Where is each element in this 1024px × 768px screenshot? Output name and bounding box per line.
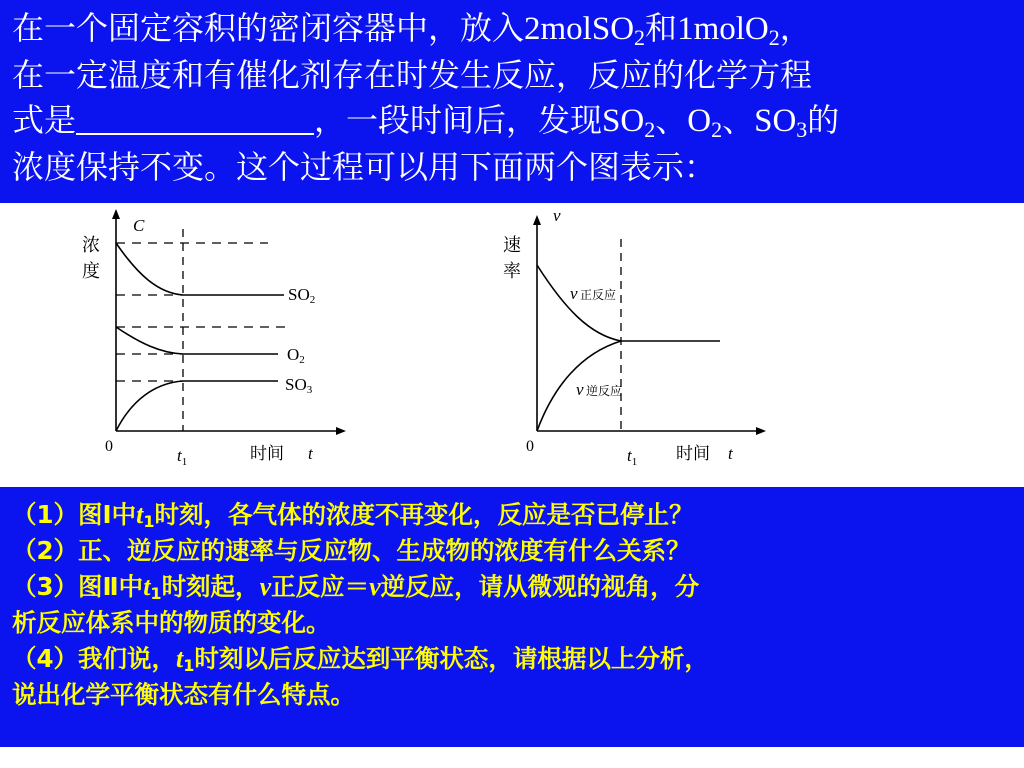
- q4-text-b: 时刻以后反应达到平衡状态，请根据以上分析，: [194, 644, 709, 673]
- q3-v1: v: [259, 572, 272, 601]
- intro-line3-text-c: 的: [807, 101, 840, 139]
- intro-o2-amount: [677, 11, 780, 50]
- fig2-y-arrow: [533, 215, 541, 225]
- fig1-y-label-2: 度: [82, 261, 100, 282]
- question-3-line-2: 析反应体系中的物质的变化。: [12, 608, 331, 637]
- intro-line3-o2: [687, 103, 723, 142]
- fig1-t1-label: [177, 446, 187, 468]
- questions-panel: [0, 487, 1024, 747]
- fig1-origin: 0: [105, 438, 113, 455]
- intro-line1-text-c: 和: [645, 9, 678, 47]
- question-1: [12, 497, 1017, 533]
- questions-text: [12, 497, 1017, 713]
- intro-text: [12, 6, 1017, 190]
- q3-text-d: 逆反应，请从微观的视角，分: [380, 572, 700, 601]
- intro-line3-so3-formula: SO: [754, 103, 797, 139]
- fig2-reverse-v: v: [576, 380, 584, 399]
- q3-text-a: （3）图Ⅱ中: [12, 572, 144, 601]
- intro-line3-so3-sub: 3: [796, 117, 808, 142]
- fig2-x-symbol: t: [728, 444, 733, 463]
- fig2-t1-label: [627, 446, 637, 468]
- q3-t-sub: 1: [150, 584, 162, 603]
- fig1-t1-main: t: [177, 446, 182, 465]
- fig1-y-label-1: 浓: [82, 235, 100, 256]
- fig1-t1-sub: 1: [181, 456, 188, 468]
- equation-blank: [76, 103, 314, 135]
- q1-t-sub: 1: [143, 512, 155, 531]
- fig2-forward-rate-curve: [537, 265, 720, 341]
- fig1-so2-label-main: SO: [288, 285, 310, 304]
- figure-area: [0, 203, 1024, 487]
- q3-t: t: [143, 572, 151, 601]
- intro-line3-o2-sub: 2: [711, 117, 723, 142]
- intro-line3-so2: [602, 103, 656, 142]
- fig1-so2-label-sub: 2: [309, 294, 316, 306]
- question-2: （2）正、逆反应的速率与反应物、生成物的浓度有什么关系？: [12, 536, 691, 565]
- fig2-y-label-1: 速: [503, 235, 521, 256]
- fig2-x-arrow: [756, 427, 766, 435]
- question-4: [12, 641, 1017, 677]
- intro-line1-text-a: 在一个固定容积的密闭容器中，放入: [12, 9, 525, 47]
- intro-line-4: 浓度保持不变。这个过程可以用下面两个图表示：: [12, 147, 717, 186]
- intro-line3-o2-formula: O: [687, 103, 712, 139]
- fig1-so3-label: [285, 375, 313, 396]
- intro-line-3: [12, 98, 1017, 145]
- intro-line3-sep2: 、: [722, 101, 755, 139]
- intro-o2-subscript: 2: [768, 25, 780, 50]
- fig1-x-symbol: t: [308, 444, 313, 463]
- intro-line3-text-a: 式是: [12, 101, 77, 139]
- fig1-so2-label: [288, 285, 315, 306]
- intro-o2-formula: 1molO: [677, 11, 769, 47]
- fig1-o2-label-main: O: [287, 345, 300, 364]
- intro-line-1: [12, 6, 1017, 53]
- figures-svg: [0, 203, 1024, 487]
- fig1-so3-label-sub: 3: [306, 384, 313, 396]
- fig1-so3-curve: [116, 381, 278, 431]
- fig1-so3-label-main: SO: [285, 375, 307, 394]
- question-3: [12, 569, 1017, 605]
- intro-line3-text-b: ，一段时间后，发现: [314, 101, 603, 139]
- fig1-x-label: 时间: [250, 444, 284, 464]
- fig1-y-symbol: C: [133, 216, 145, 235]
- fig1-o2-curve: [116, 327, 278, 354]
- fig1-o2-label: [287, 345, 305, 366]
- intro-line3-so3: [754, 103, 808, 142]
- intro-so2-subscript: 2: [634, 25, 646, 50]
- intro-so2-formula: 2molSO: [524, 11, 635, 47]
- fig1-y-arrow: [112, 209, 120, 219]
- intro-line1-text-e: ，: [779, 9, 812, 47]
- q3-text-b: 时刻起，: [161, 572, 260, 601]
- q1-text-a: （1）图Ⅰ中: [12, 500, 137, 529]
- figure-1-concentration: [82, 209, 346, 468]
- q1-text-b: 时刻，各气体的浓度不再变化，反应是否已停止？: [154, 500, 694, 529]
- q1-t: t: [136, 500, 144, 529]
- q4-t-sub: 1: [183, 656, 195, 675]
- fig2-reverse-label: 逆反应: [586, 384, 623, 398]
- intro-line3-so2-sub: 2: [644, 117, 656, 142]
- fig2-t1-sub: 1: [631, 456, 638, 468]
- question-4-line-2: 说出化学平衡状态有什么特点。: [12, 680, 355, 709]
- intro-line-2: 在一定温度和有催化剂存在时发生反应，反应的化学方程: [12, 55, 813, 94]
- fig2-forward-label: 正反应: [580, 288, 617, 302]
- fig1-so2-curve: [116, 243, 284, 295]
- fig2-forward-v: v: [570, 284, 578, 303]
- intro-line3-sep1: 、: [655, 101, 688, 139]
- fig2-y-symbol: v: [553, 206, 561, 225]
- fig2-t1-main: t: [627, 446, 632, 465]
- fig2-y-label-2: 率: [503, 261, 521, 282]
- fig1-x-arrow: [336, 427, 346, 435]
- intro-panel: [0, 0, 1024, 203]
- q3-v2: v: [369, 572, 381, 601]
- figure-2-rate: [503, 206, 766, 468]
- q3-text-c: 正反应＝: [271, 572, 370, 601]
- q4-text-a: （4）我们说，: [12, 644, 177, 673]
- fig2-x-label: 时间: [676, 444, 710, 464]
- fig2-origin: 0: [526, 438, 534, 455]
- fig1-o2-label-sub: 2: [299, 354, 305, 366]
- intro-so2-amount: [524, 11, 646, 50]
- q4-t: t: [176, 644, 184, 673]
- intro-line3-so2-formula: SO: [602, 103, 645, 139]
